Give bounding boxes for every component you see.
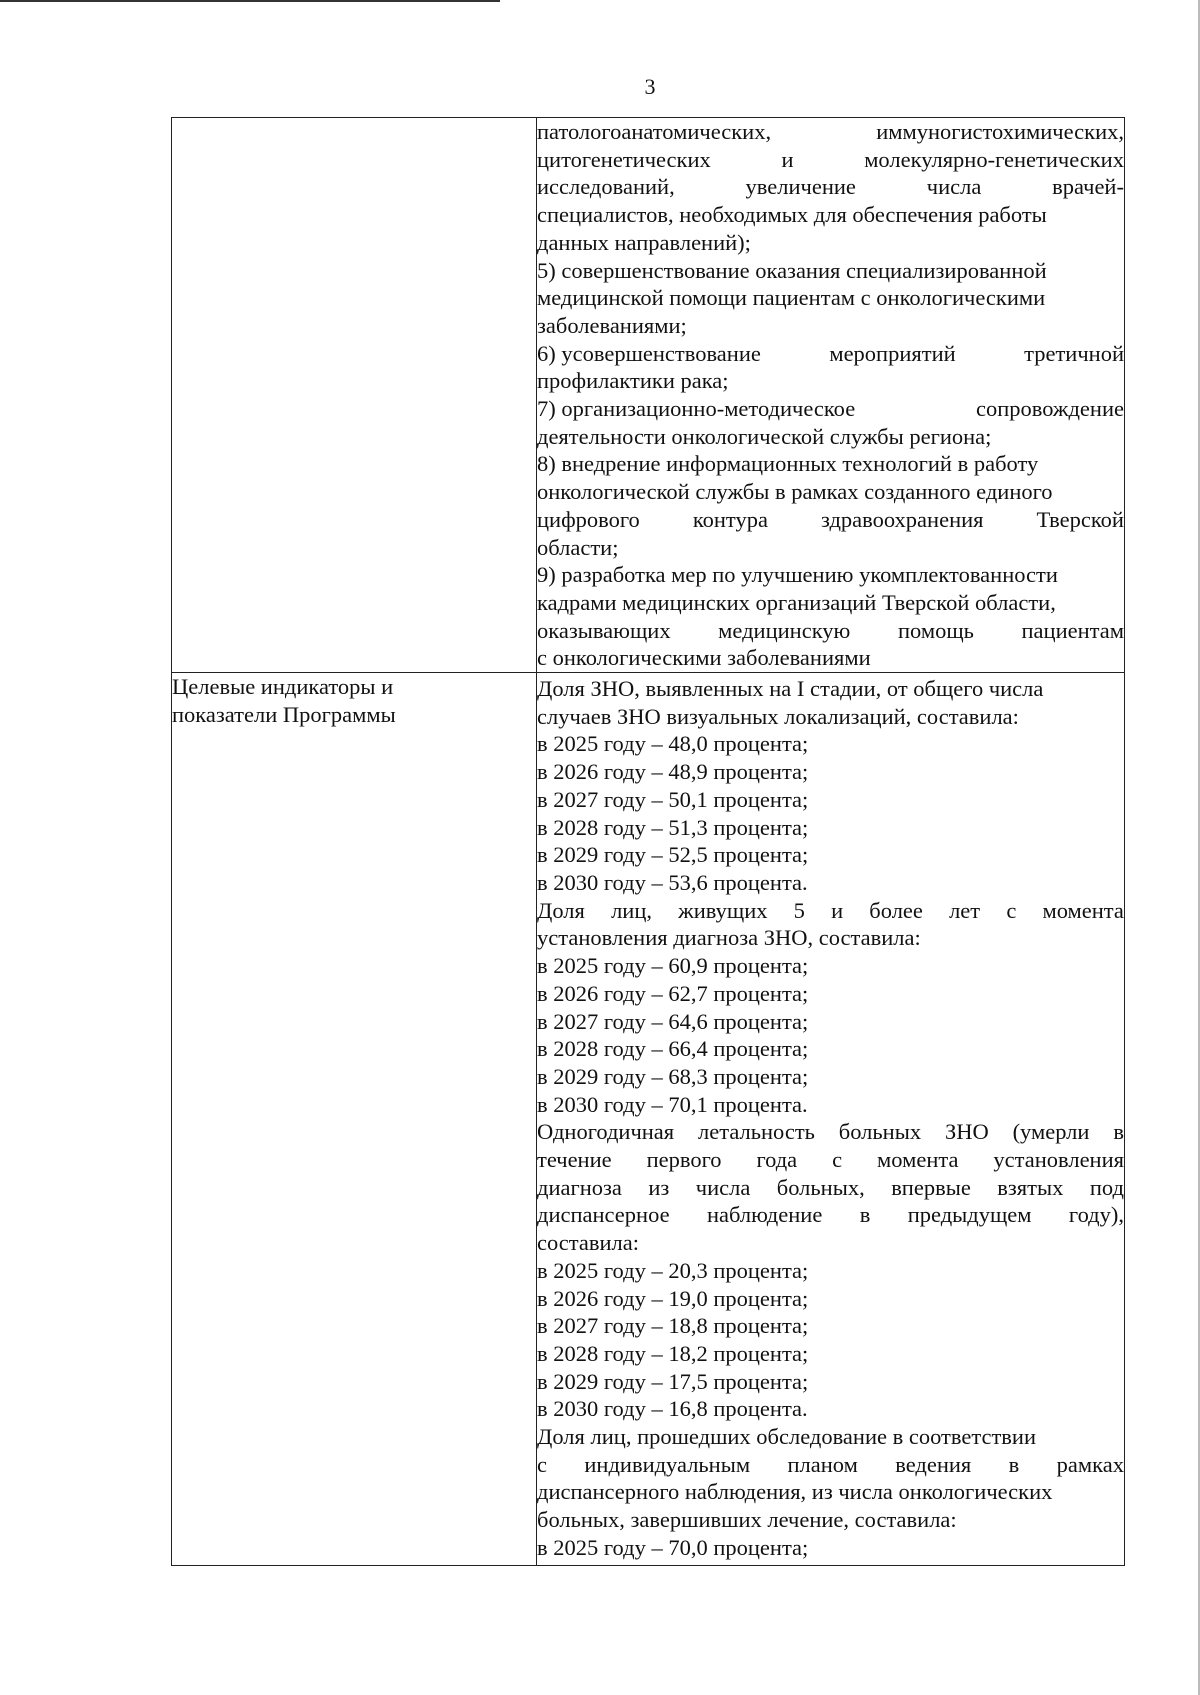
word: диагноза (537, 1174, 622, 1200)
text-line: кадрами медицинских организаций Тверской области, (537, 589, 1056, 615)
word: более (869, 897, 923, 923)
text-line: в 2026 году – 48,9 процента; (537, 759, 809, 785)
word: ведения (895, 1451, 972, 1477)
row-label-cell (172, 673, 537, 1566)
word: планом (787, 1451, 858, 1477)
row-content-cell (537, 673, 1125, 1566)
word: под (1089, 1174, 1124, 1200)
text-line: с онкологическими заболеваниями (537, 645, 871, 671)
text-line: Доля ЗНО, выявленных на I стадии, от общего числа (537, 676, 1044, 702)
word: исследований, (537, 174, 675, 200)
word: летальность (698, 1119, 815, 1145)
word: иммуногистохимических, (876, 119, 1124, 144)
word: контура (692, 506, 768, 532)
text-line: в 2025 году – 70,0 процента; (537, 1534, 809, 1560)
text-line (537, 1146, 1124, 1174)
text-line: медицинской помощи пациентам с онкологическими (537, 285, 1046, 311)
text-line: больных, завершивших лечение, составила: (537, 1507, 957, 1533)
row-label-line: показатели Программы (172, 701, 396, 727)
text-line (537, 340, 1124, 368)
text-line (537, 395, 1124, 423)
text-line: в 2029 году – 68,3 процента; (537, 1063, 809, 1089)
word: молекулярно-генетических (864, 146, 1124, 172)
text-line: специалистов, необходимых для обеспечения работы (537, 202, 1047, 228)
word: течение (537, 1147, 612, 1173)
text-line: составила: (537, 1230, 640, 1256)
text-line: данных направлений); (537, 229, 751, 255)
word: 6) усовершенствование (537, 340, 761, 366)
text-line: 9) разработка мер по улучшению укомплектованности (537, 562, 1058, 588)
word: больных, (776, 1174, 865, 1200)
text-line (537, 1174, 1124, 1202)
word: числа (695, 1174, 751, 1200)
text-line: в 2028 году – 66,4 процента; (537, 1036, 809, 1062)
table-row-target-indicators (172, 673, 1125, 1566)
word: 7) организационно-методическое (537, 396, 856, 422)
word: установления (993, 1147, 1124, 1173)
word: Доля (537, 897, 585, 923)
text-line (537, 617, 1124, 645)
text-line: профилактики рака; (537, 368, 729, 394)
word: и (781, 146, 794, 172)
word: из (648, 1174, 670, 1200)
word: диспансерное (537, 1202, 670, 1228)
program-passport-table (171, 117, 1125, 1566)
text-line (537, 1451, 1124, 1479)
text-line: 8) внедрение информационных технологий в работу (537, 451, 1039, 477)
text-line (537, 146, 1124, 174)
word: в (859, 1202, 871, 1228)
text-line: диспансерного наблюдения, из числа онкологических (537, 1479, 1053, 1505)
text-line: в 2027 году – 64,6 процента; (537, 1008, 809, 1034)
word: взятых (997, 1174, 1064, 1200)
text-line: в 2026 году – 62,7 процента; (537, 980, 809, 1006)
word: момента (877, 1147, 959, 1173)
row-label-line: Целевые индикаторы и (172, 674, 394, 700)
text-line: в 2030 году – 53,6 процента. (537, 869, 808, 895)
word: впервые (891, 1174, 971, 1200)
text-line: в 2025 году – 48,0 процента; (537, 731, 809, 757)
text-line: заболеваниями; (537, 312, 687, 338)
word: 5 (793, 897, 805, 923)
scan-top-border (0, 0, 500, 2)
text-line (537, 118, 1124, 146)
row-content-cell (537, 118, 1125, 673)
word: момента (1042, 897, 1124, 923)
word: индивидуальным (584, 1451, 751, 1477)
text-line: случаев ЗНО визуальных локализаций, составила: (537, 703, 1019, 729)
text-line: в 2029 году – 52,5 процента; (537, 842, 809, 868)
text-line: в 2027 году – 50,1 процента; (537, 786, 809, 812)
text-line: в 2028 году – 18,2 процента; (537, 1340, 809, 1366)
word: предыдущем (907, 1202, 1032, 1228)
word: цитогенетических (537, 146, 711, 172)
row-label-cell (172, 118, 537, 673)
word: помощь (897, 617, 974, 643)
word: в (1113, 1119, 1124, 1145)
word: лиц, (611, 897, 652, 923)
word: сопровождение (976, 396, 1124, 422)
word: наблюдение (707, 1202, 823, 1228)
text-line (537, 1118, 1124, 1146)
word: рамках (1056, 1451, 1124, 1477)
text-line (537, 173, 1124, 201)
text-line: в 2025 году – 20,3 процента; (537, 1257, 809, 1283)
text-line (537, 1201, 1124, 1229)
word: году), (1068, 1202, 1124, 1228)
word: больных (838, 1119, 922, 1145)
word: третичной (1024, 340, 1124, 366)
word: патологоанатомических, (537, 119, 772, 144)
tasks-text (537, 118, 1124, 672)
text-line: Доля лиц, прошедших обследование в соответствии (537, 1424, 1036, 1450)
word: с (1006, 897, 1017, 923)
text-line: в 2027 году – 18,8 процента; (537, 1313, 809, 1339)
text-line: онкологической службы в рамках созданного единого (537, 479, 1053, 505)
text-line: в 2030 году – 16,8 процента. (537, 1396, 808, 1422)
text-line: в 2029 году – 17,5 процента; (537, 1368, 809, 1394)
word: года (756, 1147, 798, 1173)
text-line: области; (537, 534, 619, 560)
word: увеличение (745, 174, 856, 200)
text-line (537, 506, 1124, 534)
text-line: в 2025 году – 60,9 процента; (537, 953, 809, 979)
word: Тверской (1036, 506, 1124, 532)
word: лет (949, 897, 981, 923)
text-line: в 2030 году – 70,1 процента. (537, 1091, 808, 1117)
word: первого (646, 1147, 722, 1173)
word: с (537, 1451, 547, 1477)
text-line: деятельности онкологической службы региона; (537, 423, 992, 449)
word: в (1008, 1451, 1020, 1477)
word: здравоохранения (820, 506, 984, 532)
word: пациентам (1021, 617, 1124, 643)
word: ЗНО (944, 1119, 989, 1145)
word: (умерли (1012, 1119, 1090, 1145)
word: мероприятий (829, 340, 956, 366)
word: числа (926, 174, 982, 200)
word: оказывающих (537, 617, 671, 643)
table-row-tasks-continued (172, 118, 1125, 673)
word: и (831, 897, 844, 923)
text-line: в 2028 году – 51,3 процента; (537, 814, 809, 840)
text-line: в 2026 году – 19,0 процента; (537, 1285, 809, 1311)
indicators-text (537, 675, 1124, 1562)
word: медицинскую (718, 617, 851, 643)
word: Одногодичная (537, 1119, 675, 1145)
word: врачей- (1052, 174, 1124, 200)
word: с (832, 1147, 843, 1173)
word: живущих (678, 897, 768, 923)
text-line: 5) совершенствование оказания специализированной (537, 257, 1047, 283)
page-number: 3 (644, 74, 656, 99)
text-line (537, 897, 1124, 925)
text-line: установления диагноза ЗНО, составила: (537, 925, 921, 951)
word: цифрового (537, 506, 640, 532)
